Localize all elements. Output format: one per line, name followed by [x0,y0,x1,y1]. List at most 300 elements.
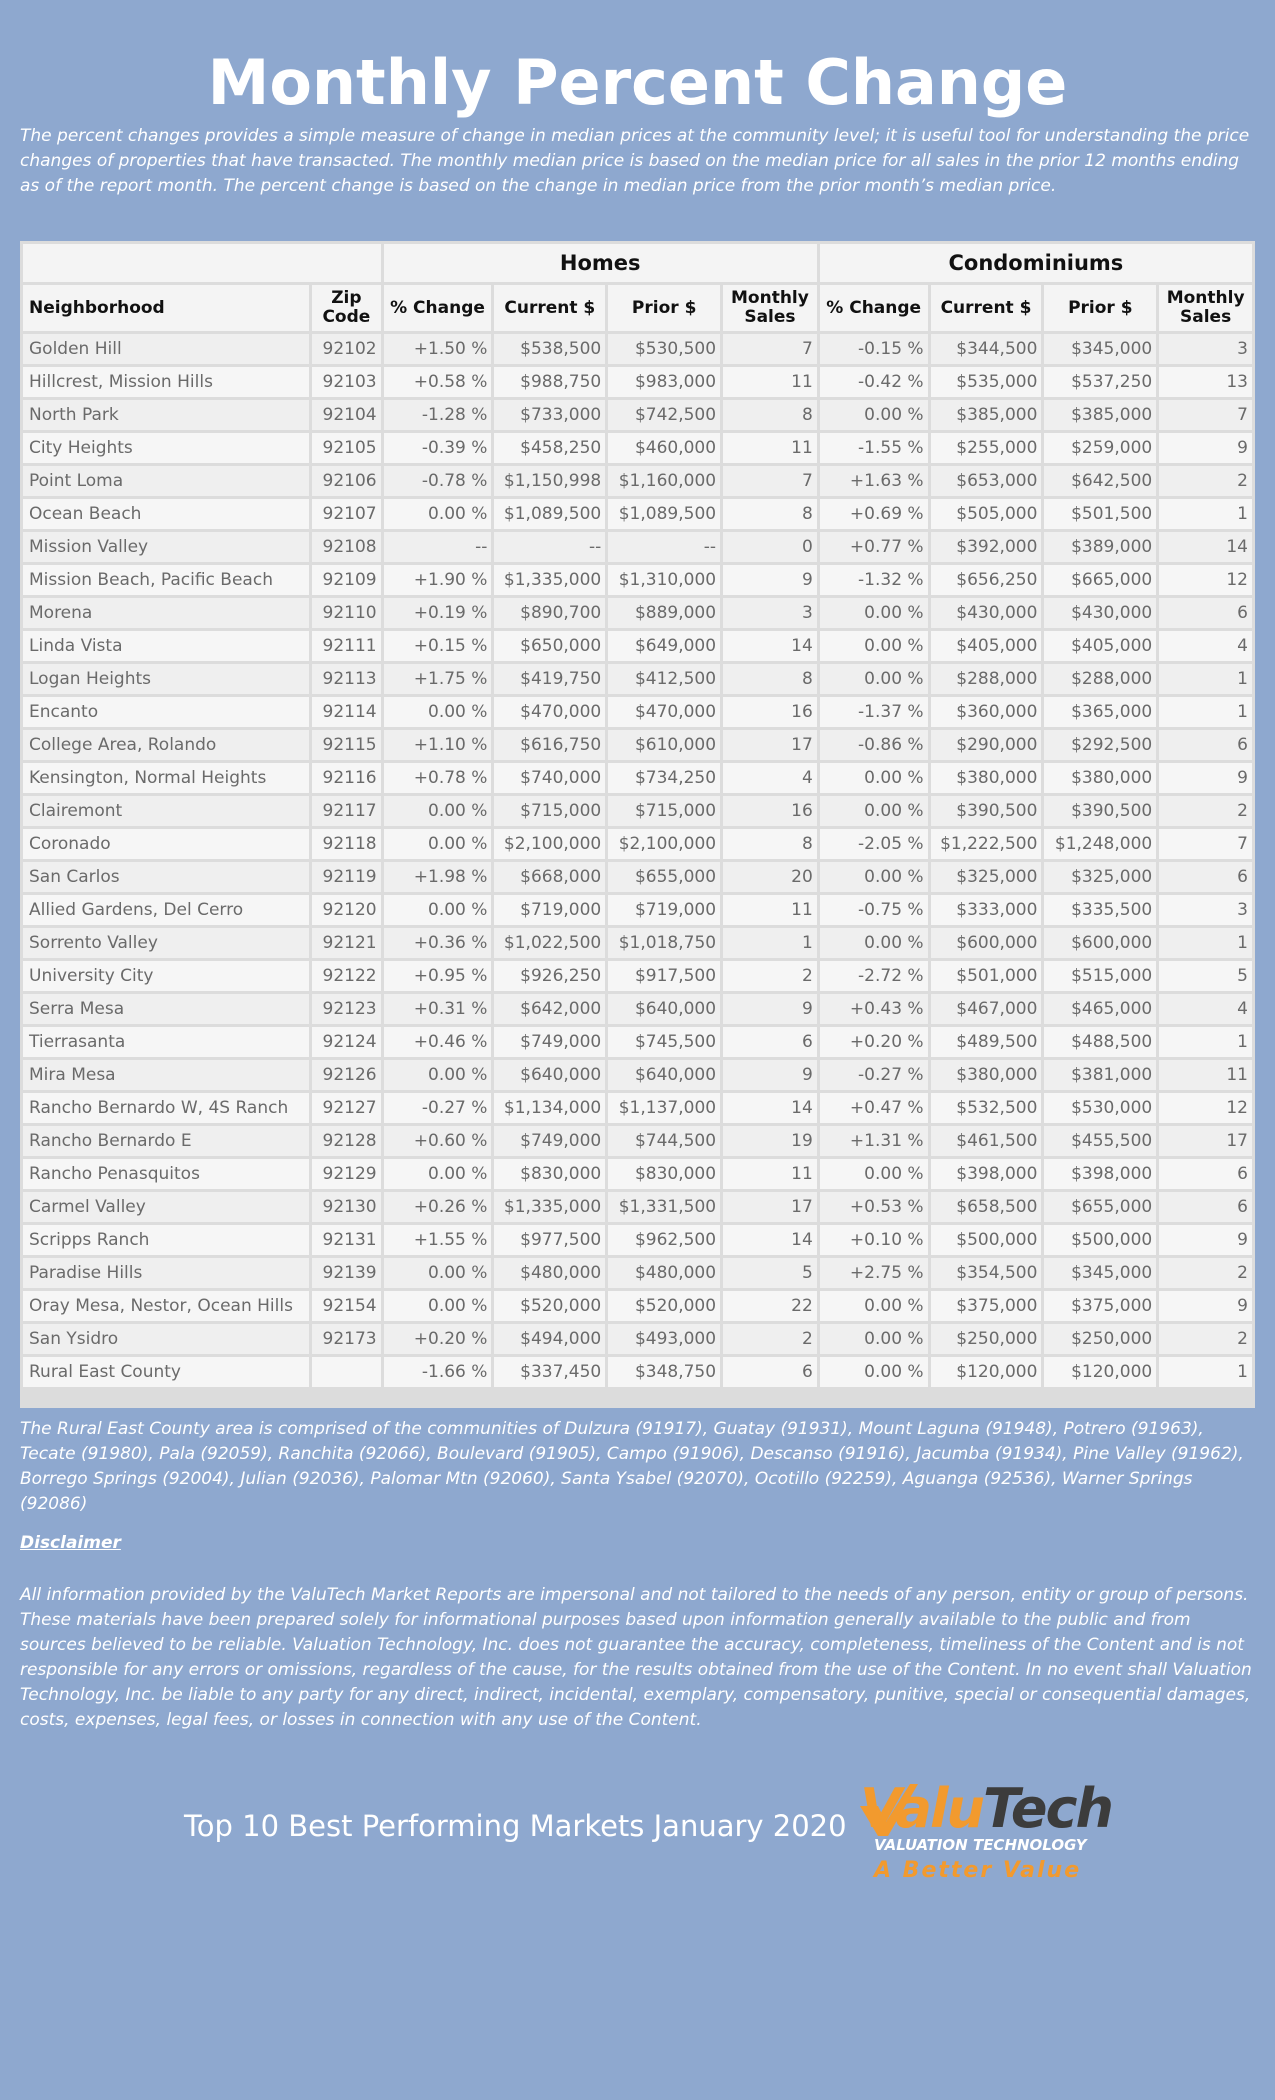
cell-zip-code: 92120 [312,895,381,925]
cell-homes-monthly-sales: 19 [723,1126,817,1156]
cell-condos-prior: $335,500 [1044,895,1156,925]
cell-homes-current: $650,000 [494,631,605,661]
cell-condos-monthly-sales: 1 [1159,499,1252,529]
cell-homes-current: $480,000 [494,1258,605,1288]
cell-homes-prior: -- [608,532,720,562]
cell-homes-current: $1,150,998 [494,466,605,496]
cell-neighborhood: Coronado [23,829,309,859]
cell-zip-code: 92126 [312,1060,381,1090]
table-row [23,367,1252,397]
cell-condos-monthly-sales: 14 [1159,532,1252,562]
cell-homes-pct-change: -0.27 % [384,1093,492,1123]
cell-homes-pct-change: +0.95 % [384,961,492,991]
cell-condos-monthly-sales: 2 [1159,1324,1252,1354]
cell-neighborhood: Tierrasanta [23,1027,309,1057]
cell-condos-current: $656,250 [931,565,1042,595]
cell-condos-current: $653,000 [931,466,1042,496]
cell-condos-monthly-sales: 9 [1159,763,1252,793]
cell-condos-prior: $120,000 [1044,1357,1156,1387]
table-row [23,796,1252,826]
percent-change-table [20,241,1255,1390]
cell-homes-current: $926,250 [494,961,605,991]
cell-condos-monthly-sales: 5 [1159,961,1252,991]
cell-homes-monthly-sales: 11 [723,1159,817,1189]
cell-condos-monthly-sales: 9 [1159,1291,1252,1321]
cell-condos-pct-change: +0.20 % [820,1027,928,1057]
cell-homes-prior: $962,500 [608,1225,720,1255]
cell-homes-prior: $412,500 [608,664,720,694]
cell-homes-current: $830,000 [494,1159,605,1189]
cell-homes-monthly-sales: 2 [723,961,817,991]
cell-homes-pct-change: +0.60 % [384,1126,492,1156]
cell-condos-current: $505,000 [931,499,1042,529]
cell-condos-pct-change: -0.86 % [820,730,928,760]
cell-homes-monthly-sales: 8 [723,829,817,859]
cell-homes-current: $668,000 [494,862,605,892]
cell-homes-prior: $640,000 [608,994,720,1024]
cell-zip-code: 92118 [312,829,381,859]
cell-condos-current: $255,000 [931,433,1042,463]
cell-homes-prior: $1,310,000 [608,565,720,595]
cell-condos-current: $500,000 [931,1225,1042,1255]
cell-homes-prior: $480,000 [608,1258,720,1288]
cell-condos-monthly-sales: 1 [1159,664,1252,694]
cell-condos-current: $375,000 [931,1291,1042,1321]
cell-homes-current: $890,700 [494,598,605,628]
cell-condos-current: $658,500 [931,1192,1042,1222]
cell-homes-prior: $1,018,750 [608,928,720,958]
cell-homes-pct-change: +0.31 % [384,994,492,1024]
disclaimer-heading: Disclaimer [20,1533,121,1553]
cell-homes-monthly-sales: 11 [723,433,817,463]
cell-neighborhood: Point Loma [23,466,309,496]
cell-zip-code: 92139 [312,1258,381,1288]
cell-condos-prior: $530,000 [1044,1093,1156,1123]
cell-homes-prior: $719,000 [608,895,720,925]
table-row [23,895,1252,925]
cell-condos-monthly-sales: 12 [1159,1093,1252,1123]
cell-homes-pct-change: -- [384,532,492,562]
cell-condos-current: $385,000 [931,400,1042,430]
cell-condos-prior: $389,000 [1044,532,1156,562]
cell-condos-prior: $398,000 [1044,1159,1156,1189]
table-row [23,994,1252,1024]
table-row [23,1324,1252,1354]
cell-neighborhood: Serra Mesa [23,994,309,1024]
table-row [23,631,1252,661]
cell-homes-monthly-sales: 17 [723,730,817,760]
cell-condos-monthly-sales: 2 [1159,796,1252,826]
cell-zip-code: 92119 [312,862,381,892]
cell-homes-pct-change: 0.00 % [384,796,492,826]
cell-homes-pct-change: +0.46 % [384,1027,492,1057]
top-markets-caption: Top 10 Best Performing Markets January 2020 [184,1809,847,1843]
cell-homes-pct-change: +0.58 % [384,367,492,397]
cell-zip-code: 92121 [312,928,381,958]
cell-condos-current: $344,500 [931,334,1042,364]
cell-homes-pct-change: +1.98 % [384,862,492,892]
cell-homes-current: $1,089,500 [494,499,605,529]
cell-homes-monthly-sales: 14 [723,631,817,661]
cell-condos-current: $535,000 [931,367,1042,397]
cell-condos-prior: $365,000 [1044,697,1156,727]
cell-homes-prior: $744,500 [608,1126,720,1156]
cell-condos-pct-change: +0.47 % [820,1093,928,1123]
cell-homes-current: -- [494,532,605,562]
cell-condos-prior: $345,000 [1044,334,1156,364]
cell-condos-monthly-sales: 6 [1159,730,1252,760]
cell-condos-prior: $430,000 [1044,598,1156,628]
cell-condos-prior: $455,500 [1044,1126,1156,1156]
cell-neighborhood: Mission Valley [23,532,309,562]
cell-zip-code [312,1357,381,1387]
cell-homes-pct-change: -0.78 % [384,466,492,496]
cell-homes-monthly-sales: 9 [723,565,817,595]
cell-homes-prior: $610,000 [608,730,720,760]
cell-condos-current: $360,000 [931,697,1042,727]
cell-condos-monthly-sales: 12 [1159,565,1252,595]
cell-condos-pct-change: 0.00 % [820,400,928,430]
table-row [23,1093,1252,1123]
cell-condos-prior: $325,000 [1044,862,1156,892]
cell-homes-current: $1,022,500 [494,928,605,958]
cell-condos-monthly-sales: 3 [1159,895,1252,925]
col-header-condos-monthly-sales: Monthly Sales [1159,285,1252,331]
cell-condos-current: $380,000 [931,1060,1042,1090]
cell-condos-prior: $250,000 [1044,1324,1156,1354]
cell-condos-prior: $465,000 [1044,994,1156,1024]
cell-condos-current: $288,000 [931,664,1042,694]
table-row [23,829,1252,859]
cell-homes-monthly-sales: 8 [723,400,817,430]
cell-homes-pct-change: -1.66 % [384,1357,492,1387]
cell-zip-code: 92105 [312,433,381,463]
cell-homes-current: $749,000 [494,1027,605,1057]
cell-condos-pct-change: -2.72 % [820,961,928,991]
cell-zip-code: 92106 [312,466,381,496]
cell-neighborhood: San Ysidro [23,1324,309,1354]
cell-condos-prior: $665,000 [1044,565,1156,595]
cell-condos-prior: $515,000 [1044,961,1156,991]
cell-neighborhood: Morena [23,598,309,628]
cell-condos-pct-change: 0.00 % [820,1159,928,1189]
cell-condos-monthly-sales: 9 [1159,1225,1252,1255]
cell-homes-current: $977,500 [494,1225,605,1255]
cell-condos-prior: $600,000 [1044,928,1156,958]
cell-neighborhood: Encanto [23,697,309,727]
cell-homes-pct-change: +0.20 % [384,1324,492,1354]
cell-condos-pct-change: 0.00 % [820,763,928,793]
col-header-neighborhood: Neighborhood [23,285,309,331]
cell-homes-pct-change: 0.00 % [384,829,492,859]
col-header-homes-monthly-sales: Monthly Sales [723,285,817,331]
table-row [23,532,1252,562]
cell-homes-current: $642,000 [494,994,605,1024]
cell-zip-code: 92154 [312,1291,381,1321]
cell-neighborhood: Carmel Valley [23,1192,309,1222]
cell-condos-current: $600,000 [931,928,1042,958]
table-row [23,1126,1252,1156]
cell-homes-prior: $2,100,000 [608,829,720,859]
rural-east-county-footnote: The Rural East County area is comprised of the communities of Dulzura (91917), Guatay (91931), Mount Laguna (91948), Potrero (91963), Tecate (91980), Pala (92059), Ranchita (92066), Boulevard (91905), Campo (91906), Descanso (91916), Jacumba (91934), Pine Valley (91962), Borrego Springs (92004), Julian (92036), Palomar Mtn (92060), Santa Ysabel (92070), Ocotillo (92259), Aguanga (92536), Warner Springs (92086) [20,1419,1244,1514]
cell-condos-current: $390,500 [931,796,1042,826]
cell-homes-pct-change: +0.15 % [384,631,492,661]
cell-homes-monthly-sales: 16 [723,697,817,727]
cell-condos-current: $392,000 [931,532,1042,562]
table-row [23,730,1252,760]
cell-homes-current: $740,000 [494,763,605,793]
cell-zip-code: 92116 [312,763,381,793]
cell-homes-monthly-sales: 17 [723,1192,817,1222]
table-row [23,1225,1252,1255]
table-row [23,862,1252,892]
cell-homes-prior: $745,500 [608,1027,720,1057]
cell-homes-monthly-sales: 11 [723,367,817,397]
cell-condos-pct-change: 0.00 % [820,796,928,826]
cell-condos-current: $461,500 [931,1126,1042,1156]
table-row [23,565,1252,595]
cell-homes-monthly-sales: 6 [723,1357,817,1387]
cell-homes-prior: $460,000 [608,433,720,463]
cell-neighborhood: Oray Mesa, Nestor, Ocean Hills [23,1291,309,1321]
cell-condos-pct-change: -1.32 % [820,565,928,595]
cell-condos-current: $333,000 [931,895,1042,925]
cell-zip-code: 92104 [312,400,381,430]
table-row [23,697,1252,727]
cell-neighborhood: Hillcrest, Mission Hills [23,367,309,397]
cell-neighborhood: Mission Beach, Pacific Beach [23,565,309,595]
cell-condos-prior: $537,250 [1044,367,1156,397]
cell-condos-pct-change: 0.00 % [820,1324,928,1354]
cell-homes-monthly-sales: 0 [723,532,817,562]
cell-zip-code: 92117 [312,796,381,826]
cell-homes-prior: $530,500 [608,334,720,364]
cell-condos-current: $250,000 [931,1324,1042,1354]
table-row [23,598,1252,628]
cell-condos-monthly-sales: 7 [1159,400,1252,430]
col-header-zip-code: Zip Code [312,285,381,331]
cell-neighborhood: College Area, Rolando [23,730,309,760]
cell-homes-monthly-sales: 8 [723,664,817,694]
cell-condos-pct-change: 0.00 % [820,1357,928,1387]
col-header-condos-prior: Prior $ [1044,285,1156,331]
cell-zip-code: 92113 [312,664,381,694]
cell-condos-monthly-sales: 1 [1159,1357,1252,1387]
group-header-condominiums: Condominiums [820,244,1252,282]
cell-condos-monthly-sales: 2 [1159,1258,1252,1288]
cell-condos-monthly-sales: 1 [1159,928,1252,958]
cell-zip-code: 92110 [312,598,381,628]
cell-condos-pct-change: -2.05 % [820,829,928,859]
cell-homes-current: $715,000 [494,796,605,826]
cell-zip-code: 92173 [312,1324,381,1354]
cell-condos-current: $120,000 [931,1357,1042,1387]
cell-condos-pct-change: 0.00 % [820,1291,928,1321]
cell-homes-prior: $1,331,500 [608,1192,720,1222]
cell-homes-current: $538,500 [494,334,605,364]
cell-condos-current: $290,000 [931,730,1042,760]
cell-condos-current: $501,000 [931,961,1042,991]
cell-zip-code: 92131 [312,1225,381,1255]
col-header-homes-pct-change: % Change [384,285,492,331]
cell-neighborhood: Sorrento Valley [23,928,309,958]
cell-condos-pct-change: -0.27 % [820,1060,928,1090]
cell-condos-pct-change: +1.63 % [820,466,928,496]
cell-zip-code: 92129 [312,1159,381,1189]
cell-condos-current: $380,000 [931,763,1042,793]
cell-homes-prior: $983,000 [608,367,720,397]
cell-condos-monthly-sales: 6 [1159,1159,1252,1189]
cell-zip-code: 92107 [312,499,381,529]
col-header-homes-current: Current $ [494,285,605,331]
cell-condos-pct-change: -1.55 % [820,433,928,463]
cell-condos-pct-change: +0.77 % [820,532,928,562]
cell-homes-pct-change: +1.90 % [384,565,492,595]
cell-zip-code: 92102 [312,334,381,364]
table-row [23,1357,1252,1387]
cell-homes-current: $616,750 [494,730,605,760]
cell-condos-prior: $488,500 [1044,1027,1156,1057]
cell-condos-monthly-sales: 9 [1159,433,1252,463]
group-header-row [23,244,1252,282]
cell-homes-current: $749,000 [494,1126,605,1156]
cell-condos-pct-change: -1.37 % [820,697,928,727]
cell-homes-prior: $1,160,000 [608,466,720,496]
table-row [23,466,1252,496]
table-row [23,433,1252,463]
cell-condos-monthly-sales: 17 [1159,1126,1252,1156]
cell-homes-prior: $734,250 [608,763,720,793]
cell-condos-monthly-sales: 7 [1159,829,1252,859]
cell-condos-monthly-sales: 6 [1159,598,1252,628]
cell-condos-current: $489,500 [931,1027,1042,1057]
cell-condos-prior: $381,000 [1044,1060,1156,1090]
cell-neighborhood: Golden Hill [23,334,309,364]
valutech-logo [856,1777,1112,1884]
cell-neighborhood: Rural East County [23,1357,309,1387]
cell-condos-pct-change: +1.31 % [820,1126,928,1156]
cell-neighborhood: Kensington, Normal Heights [23,763,309,793]
cell-condos-current: $430,000 [931,598,1042,628]
cell-condos-current: $1,222,500 [931,829,1042,859]
cell-homes-pct-change: +0.78 % [384,763,492,793]
cell-condos-current: $405,000 [931,631,1042,661]
cell-homes-pct-change: 0.00 % [384,1159,492,1189]
cell-condos-prior: $375,000 [1044,1291,1156,1321]
column-header-row [23,285,1252,331]
cell-homes-current: $337,450 [494,1357,605,1387]
cell-homes-pct-change: +1.55 % [384,1225,492,1255]
logo-wordmark [860,1778,1112,1840]
cell-condos-prior: $642,500 [1044,466,1156,496]
intro-paragraph: The percent changes provides a simple measure of change in median prices at the community level; it is useful tool for understanding the price changes of properties that have transacted. The monthly median price is based on the median price for all sales in the prior 12 months ending as of the report month. The percent change is based on the change in median price from the prior month’s median price. [20,126,1250,196]
cell-homes-prior: $1,137,000 [608,1093,720,1123]
cell-condos-pct-change: 0.00 % [820,631,928,661]
cell-condos-pct-change: +0.53 % [820,1192,928,1222]
cell-homes-monthly-sales: 7 [723,466,817,496]
table-row [23,1027,1252,1057]
cell-zip-code: 92115 [312,730,381,760]
cell-condos-pct-change: -0.75 % [820,895,928,925]
cell-neighborhood: North Park [23,400,309,430]
disclaimer-text: All information provided by the ValuTech Market Reports are impersonal and not tailored to the needs of any person, entity or group of persons. These materials have been prepared solely for informational purposes based upon information generally available to the public and from sources believed to be reliable. Valuation Technology, Inc. does not guarantee the accuracy, completeness, timeliness of the Content and is not responsible for any errors or omissions, regardless of the cause, for the results obtained from the use of the Content. In no event shall Valuation Technology, Inc. be liable to any party for any direct, indirect, incidental, exemplary, compensatory, punitive, special or consequential damages, costs, expenses, legal fees, or losses in connection with any use of the Content. [20,1585,1252,1730]
cell-condos-prior: $655,000 [1044,1192,1156,1222]
cell-homes-prior: $649,000 [608,631,720,661]
cell-homes-monthly-sales: 14 [723,1225,817,1255]
cell-condos-current: $398,000 [931,1159,1042,1189]
cell-homes-prior: $917,500 [608,961,720,991]
cell-condos-monthly-sales: 4 [1159,631,1252,661]
cell-homes-pct-change: +1.50 % [384,334,492,364]
cell-homes-pct-change: 0.00 % [384,1060,492,1090]
cell-homes-current: $988,750 [494,367,605,397]
cell-condos-prior: $385,000 [1044,400,1156,430]
cell-homes-current: $1,335,000 [494,565,605,595]
cell-homes-current: $2,100,000 [494,829,605,859]
cell-homes-current: $520,000 [494,1291,605,1321]
table-row [23,928,1252,958]
cell-homes-pct-change: -0.39 % [384,433,492,463]
cell-homes-current: $470,000 [494,697,605,727]
cell-homes-monthly-sales: 22 [723,1291,817,1321]
cell-condos-pct-change: -0.15 % [820,334,928,364]
cell-homes-prior: $742,500 [608,400,720,430]
cell-homes-monthly-sales: 5 [723,1258,817,1288]
cell-condos-prior: $259,000 [1044,433,1156,463]
cell-condos-pct-change: 0.00 % [820,862,928,892]
cell-homes-prior: $655,000 [608,862,720,892]
cell-neighborhood: Linda Vista [23,631,309,661]
cell-homes-prior: $470,000 [608,697,720,727]
cell-homes-monthly-sales: 11 [723,895,817,925]
cell-zip-code: 92108 [312,532,381,562]
cell-condos-pct-change: +2.75 % [820,1258,928,1288]
logo-subtitle: VALUATION TECHNOLOGY [874,1836,1087,1854]
group-header-blank [23,244,381,282]
col-header-homes-prior: Prior $ [608,285,720,331]
logo-word-tech: Tech [983,1777,1112,1840]
cell-homes-pct-change: 0.00 % [384,895,492,925]
page-title: Monthly Percent Change [207,46,1068,119]
table-row [23,400,1252,430]
cell-condos-prior: $380,000 [1044,763,1156,793]
cell-condos-prior: $500,000 [1044,1225,1156,1255]
percent-change-table-container [20,241,1255,1408]
cell-condos-pct-change: +0.43 % [820,994,928,1024]
cell-homes-pct-change: +0.26 % [384,1192,492,1222]
cell-homes-prior: $715,000 [608,796,720,826]
cell-condos-current: $467,000 [931,994,1042,1024]
cell-homes-current: $719,000 [494,895,605,925]
cell-homes-prior: $830,000 [608,1159,720,1189]
cell-homes-pct-change: +1.75 % [384,664,492,694]
cell-homes-current: $494,000 [494,1324,605,1354]
cell-homes-monthly-sales: 3 [723,598,817,628]
cell-neighborhood: Logan Heights [23,664,309,694]
cell-homes-monthly-sales: 20 [723,862,817,892]
cell-neighborhood: San Carlos [23,862,309,892]
table-row [23,961,1252,991]
table-row [23,1258,1252,1288]
cell-condos-prior: $288,000 [1044,664,1156,694]
cell-homes-monthly-sales: 1 [723,928,817,958]
cell-homes-current: $458,250 [494,433,605,463]
cell-condos-current: $325,000 [931,862,1042,892]
cell-homes-current: $640,000 [494,1060,605,1090]
cell-homes-current: $1,335,000 [494,1192,605,1222]
col-header-condos-current: Current $ [931,285,1042,331]
col-header-condos-pct-change: % Change [820,285,928,331]
